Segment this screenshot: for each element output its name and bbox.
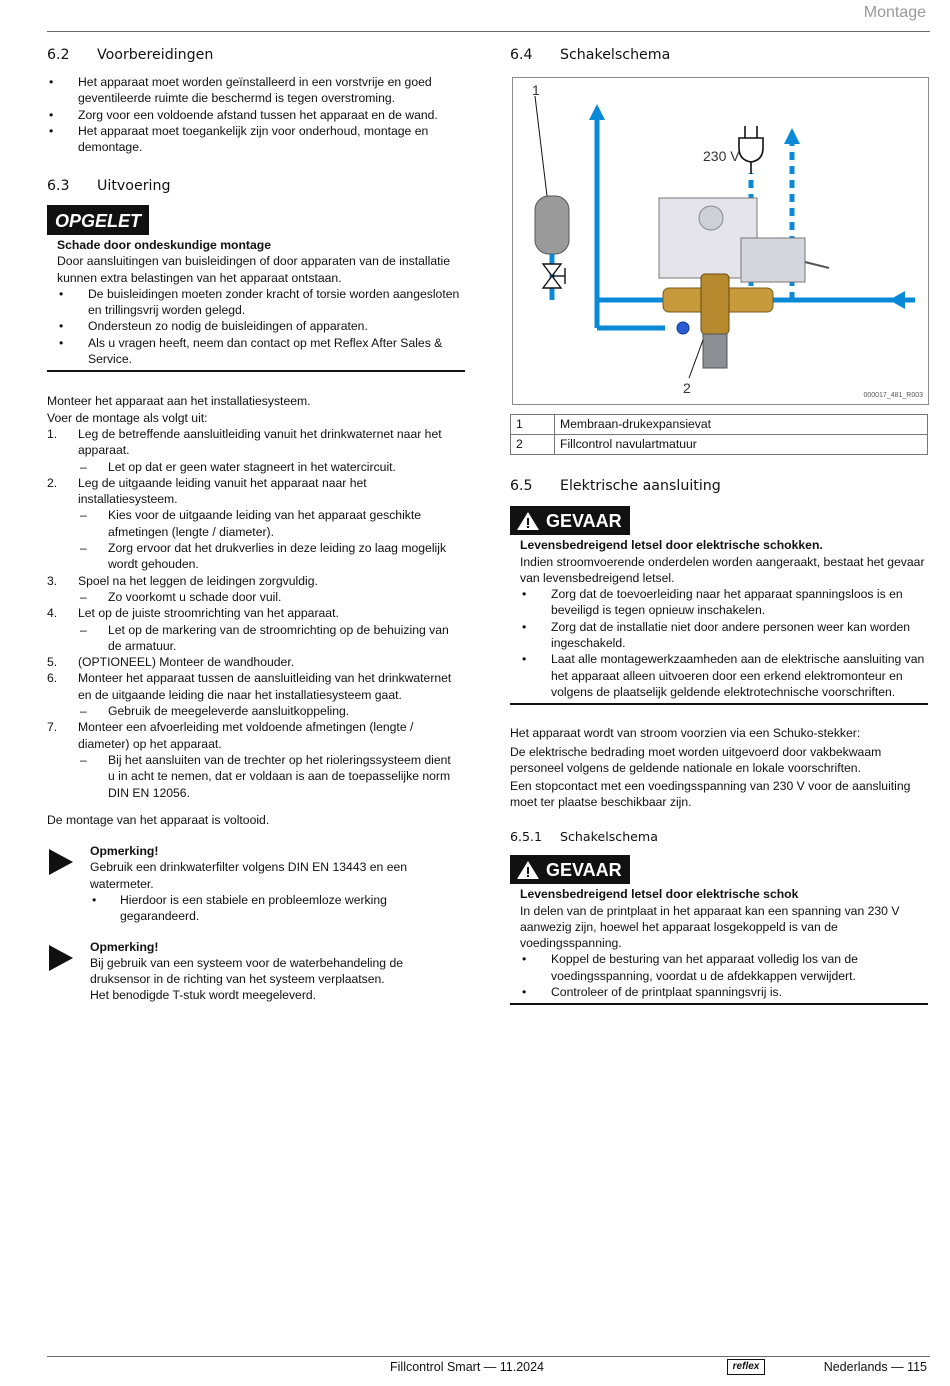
remark-2 <box>47 939 465 1004</box>
step-item: 6. Monteer het apparaat tussen de aansluitleiding van het drinkwaternet en de uitgaande leiding die naar het installatiesysteem gaat. – Gebruik de meegeleverde aansluitkoppeling. <box>47 670 465 719</box>
list-item: • Ondersteun zo nodig de buisleidingen of apparaten. <box>57 318 465 334</box>
caution-badge: OPGELET <box>47 205 149 235</box>
table-row: 1 Membraan-drukexpansievat <box>511 415 928 435</box>
paragraph: Een stopcontact met een voedingsspanning van 230 V voor de aansluiting moet ter plaatse beschikbaar zijn. <box>510 779 911 810</box>
section-heading: 6.3 Uitvoering <box>47 178 171 194</box>
list-item: • Zorg dat de installatie niet door andere personen weer kan worden ingeschakeld. <box>520 619 928 652</box>
footer-language-page: Nederlands — 115 <box>823 1360 927 1374</box>
figure-label-2: 2 <box>683 380 691 396</box>
list-item: • Controleer of de printplaat spanningsvrij is. <box>520 984 928 1000</box>
footer-product: Fillcontrol Smart — 11.2024 <box>390 1360 544 1374</box>
step-item: 2. Leg de uitgaande leiding vanuit het apparaat naar het installatiesysteem. – Kies voor de uitgaande leiding van het apparaat geschikte afmetingen (lengte / diameter). – Zorg ervoor dat het drukverlies in deze leiding zo laag mogelijk wordt gehouden. <box>47 475 465 573</box>
plug-icon <box>739 126 763 174</box>
warning-triangle-icon <box>516 860 540 880</box>
sub-item: – Let op dat er geen water stagneert in het watercircuit. <box>78 459 465 475</box>
notice-text: In delen van de printplaat in het apparaat kan een spanning van 230 V aanwezig zijn, hoewel het apparaat losgekoppeld is van de voedingsspanning. <box>520 903 900 951</box>
section-6-2 <box>47 45 465 155</box>
caution-notice <box>47 205 465 372</box>
section-6-5 <box>510 476 928 811</box>
notice-heading: Levensbedreigend letsel door elektrische schok <box>520 887 799 902</box>
running-head: Montage <box>863 4 926 21</box>
list-item: • Het apparaat moet worden geïnstalleerd in een vorstvrije en goed geventileerde ruimte die beschermd is tegen overstroming. <box>47 74 465 107</box>
step-item: 1. Leg de betreffende aansluitleiding vanuit het drinkwaternet naar het apparaat. – Let op dat er geen water stagneert in het watercircuit. <box>47 426 465 475</box>
arrow-right-icon <box>49 945 73 971</box>
notice-bullets <box>520 951 928 1000</box>
figure-label-1: 1 <box>532 82 540 98</box>
remark-title: Opmerking! <box>90 939 159 954</box>
paragraph: Het apparaat wordt van stroom voorzien via een Schuko-stekker: <box>510 726 861 741</box>
step-list <box>47 426 465 801</box>
voltage-label: 230 V <box>703 148 740 164</box>
figure-code: 000017_481_R003 <box>863 392 923 399</box>
arrow-up-icon <box>589 104 605 120</box>
schematic-figure <box>512 77 929 405</box>
arrow-up-icon <box>784 128 800 144</box>
list-item: • Hierdoor is een stabiele en probleemloze werking gegarandeerd. <box>90 892 465 925</box>
sub-item: – Zorg ervoor dat het drukverlies in deze leiding zo laag mogelijk wordt gehouden. <box>78 540 465 573</box>
remark-1 <box>47 843 465 924</box>
arrow-right-icon <box>49 849 73 875</box>
warning-triangle-icon <box>516 511 540 531</box>
list-item: • Zorg dat de toevoerleiding naar het apparaat spanningsloos is en beveiligd is tegen opnieuw inschakelen. <box>520 586 928 619</box>
valve-icon <box>543 264 565 288</box>
reflex-logo: reflex <box>727 1359 765 1375</box>
fillcontrol-device <box>659 198 829 368</box>
sub-item: – Bij het aansluiten van de trechter op het rioleringssysteem dient u in acht te nemen, dat er voldaan is aan de toepasselijke norm DIN EN 12056. <box>78 752 465 801</box>
notice-heading: Schade door ondeskundige montage <box>57 238 271 252</box>
danger-notice <box>510 855 928 1005</box>
danger-badge: GEVAAR <box>510 506 630 535</box>
table-row: 2 Fillcontrol navulartmatuur <box>511 435 928 455</box>
notice-heading: Levensbedreigend letsel door elektrische schokken. <box>520 538 823 553</box>
step-item: 7. Monteer een afvoerleiding met voldoende afmetingen (lengte / diameter) op het apparaat. – Bij het aansluiten van de trechter op het rioleringssysteem dient u in acht te nemen, dat er voldaan is aan de toepasselijke norm DIN EN 12056. <box>47 719 465 800</box>
section-6-4-heading <box>510 45 928 65</box>
bullet-list <box>47 74 465 155</box>
step-item: 3. Spoel na het leggen de leidingen zorgvuldig. – Zo voorkomt u schade door vuil. <box>47 573 465 606</box>
step-item: 4. Let op de juiste stroomrichting van het apparaat. – Let op de markering van de stroomrichting op de behuizing van de armatuur. <box>47 605 465 654</box>
bottom-rule <box>47 1356 930 1357</box>
sub-item: – Gebruik de meegeleverde aansluitkoppeling. <box>78 703 465 719</box>
section-heading: 6.2 Voorbereidingen <box>47 47 214 63</box>
step-item: 5. (OPTIONEEL) Monteer de wandhouder. <box>47 655 295 670</box>
list-item: • De buisleidingen moeten zonder kracht of torsie worden aangesloten en trillingsvrij worden gelegd. <box>57 286 465 319</box>
sub-item: – Zo voorkomt u schade door vuil. <box>78 589 465 605</box>
danger-notice <box>510 506 928 705</box>
paragraph: Voer de montage als volgt uit: <box>47 410 208 425</box>
subsection-heading: 6.5.1 Schakelschema <box>510 829 658 844</box>
list-item: • Laat alle montagewerkzaamheden aan de elektrische aansluiting van het apparaat alleen uitvoeren door een erkend elektromonteur en volgens de plaatselijk geldende elektrotechnische voorschriften. <box>520 651 928 700</box>
section-heading: 6.5 Elektrische aansluiting <box>510 478 721 494</box>
danger-badge: GEVAAR <box>510 855 630 884</box>
legend-table <box>510 414 928 455</box>
top-rule <box>47 31 930 32</box>
list-item: • Het apparaat moet toegankelijk zijn voor onderhoud, montage en demontage. <box>47 123 465 156</box>
notice-text: Door aansluitingen van buisleidingen of door apparaten van de installatie kunnen extra belastingen van het apparaat ontstaan. <box>57 254 450 285</box>
sub-item: – Let op de markering van de stroomrichting op de behuizing van de armatuur. <box>78 622 465 655</box>
list-item: • Zorg voor een voldoende afstand tussen het apparaat en de wand. <box>47 107 465 123</box>
notice-text: Indien stroomvoerende onderdelen worden aangeraakt, bestaat het gevaar van levensbedreigend letsel. <box>520 554 925 585</box>
arrow-left-icon <box>889 291 905 309</box>
remark-text: Gebruik een drinkwaterfilter volgens DIN EN 13443 en een watermeter. <box>90 860 408 891</box>
section-6-5-1 <box>510 828 928 1005</box>
paragraph: De elektrische bedrading moet worden uitgevoerd door vakbekwaam personeel volgens de geldende nationale en lokale voorschriften. <box>510 744 882 775</box>
section-6-3 <box>47 176 465 1004</box>
paragraph: Monteer het apparaat aan het installatiesysteem. <box>47 394 311 409</box>
remark-title: Opmerking! <box>90 844 159 859</box>
sub-item: – Kies voor de uitgaande leiding van het apparaat geschikte afmetingen (lengte / diameter). <box>78 507 465 540</box>
notice-bullets <box>57 286 465 367</box>
paragraph: De montage van het apparaat is voltooid. <box>47 812 270 827</box>
list-item: • Koppel de besturing van het apparaat volledig los van de voedingsspanning, voordat u de afdekkappen verwijdert. <box>520 951 928 984</box>
schematic-drawing <box>513 78 928 404</box>
list-item: • Als u vragen heeft, neem dan contact op met Reflex After Sales & Service. <box>57 335 465 368</box>
section-heading: 6.4 Schakelschema <box>510 47 671 63</box>
remark-text: Bij gebruik van een systeem voor de waterbehandeling de druksensor in de richting van het systeem verplaatsen. <box>90 955 404 987</box>
legend-table-wrap <box>510 414 928 455</box>
notice-bullets <box>520 586 928 700</box>
remark-text: Het benodigde T-stuk wordt meegeleverd. <box>90 988 317 1003</box>
